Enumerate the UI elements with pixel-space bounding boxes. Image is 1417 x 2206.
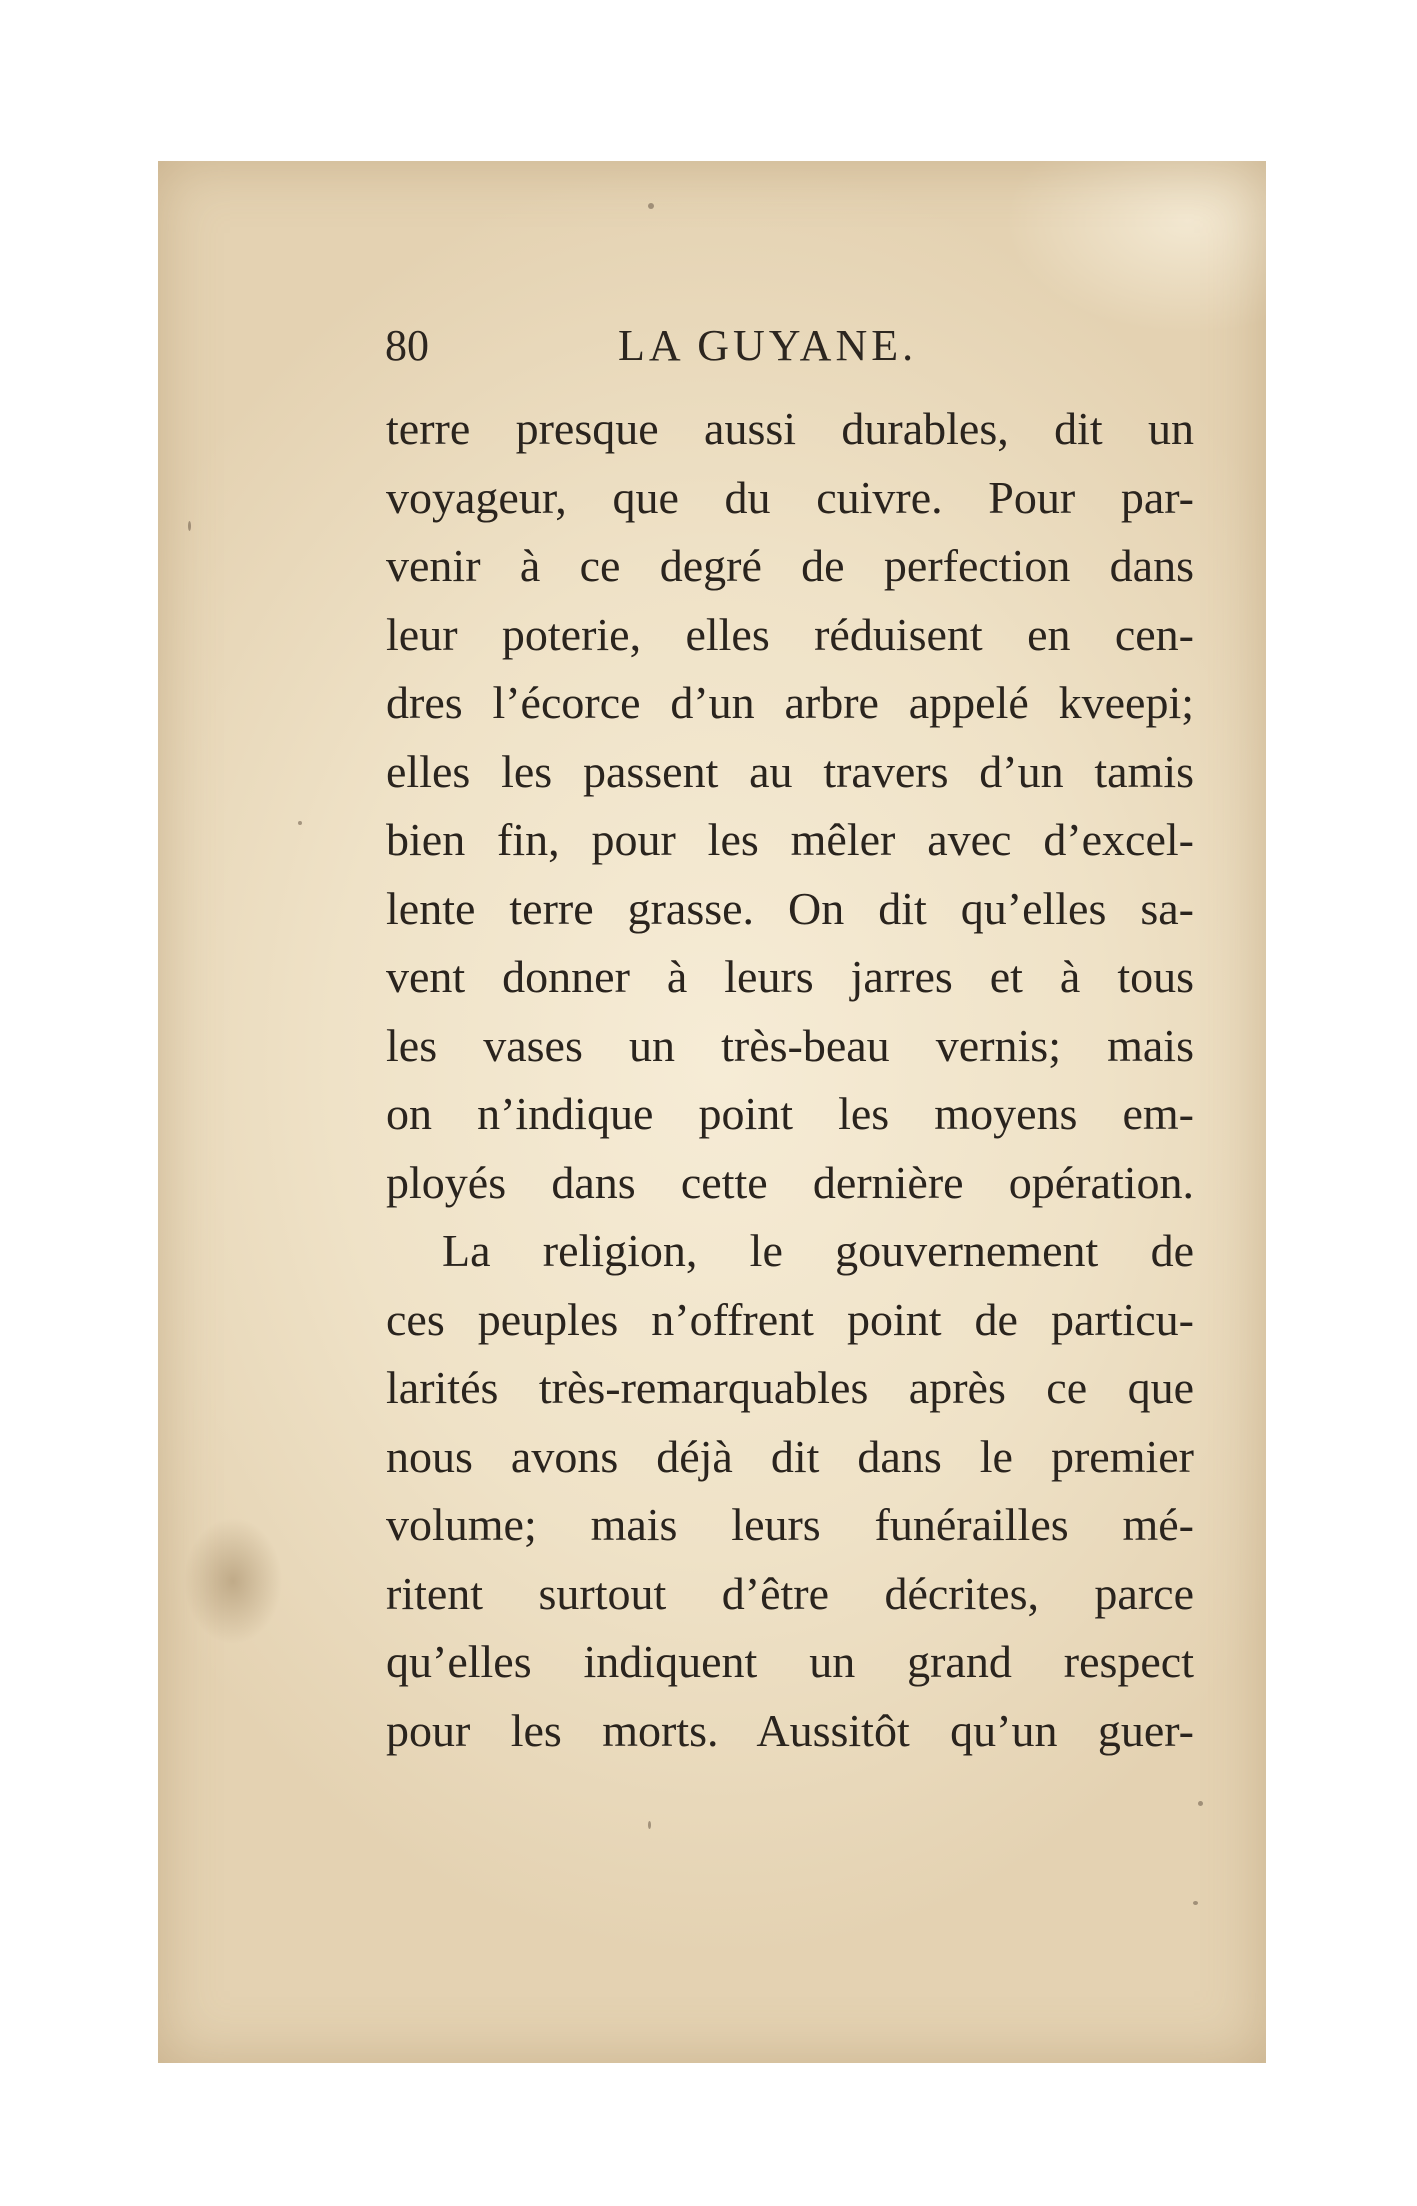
text-line: ritent surtout d’être décrites, parce <box>386 1567 1194 1619</box>
paper-speck <box>648 203 654 209</box>
text-line: qu’elles indiquent un grand respect <box>386 1636 1194 1687</box>
text-line: pour les morts. Aussitôt qu’un guer- <box>386 1704 1194 1756</box>
text-line: ployés dans cette dernière opération. <box>386 1156 1194 1208</box>
paper-speck <box>298 821 302 825</box>
text-line: on n’indique point les moyens em- <box>386 1088 1194 1139</box>
text-line: ces peuples n’offrent point de particu- <box>386 1293 1194 1345</box>
text-line: terre presque aussi durables, dit un <box>386 403 1194 454</box>
text-line: venir à ce degré de perfection dans <box>386 540 1194 591</box>
paper-speck <box>648 1821 651 1829</box>
text-line: lente terre grasse. On dit qu’elles sa- <box>386 882 1194 934</box>
text-line: bien fin, pour les mêler avec d’excel- <box>386 814 1194 865</box>
text-line: elles les passent au travers d’un tamis <box>386 745 1194 797</box>
paper-speck <box>1198 1801 1203 1806</box>
paper-speck <box>188 521 191 531</box>
paragraph-start-line: La religion, le gouvernement de <box>442 1225 1194 1276</box>
text-line: leur poterie, elles réduisent en cen- <box>386 608 1194 660</box>
book-page <box>158 161 1266 2063</box>
running-title: LA GUYANE. <box>618 321 918 370</box>
text-line: dres l’écorce d’un arbre appelé kveepi; <box>386 677 1194 728</box>
text-line: voyageur, que du cuivre. Pour par- <box>386 471 1194 523</box>
text-line: vent donner à leurs jarres et à tous <box>386 951 1194 1002</box>
page-header <box>385 320 1045 380</box>
text-line: larités très-remarquables après ce que <box>386 1362 1194 1413</box>
text-line: volume; mais leurs funérailles mé- <box>386 1499 1194 1550</box>
paper-speck <box>1193 1901 1198 1905</box>
page-number: 80 <box>385 321 429 370</box>
text-line: nous avons déjà dit dans le premier <box>386 1430 1194 1482</box>
text-line: les vases un très-beau vernis; mais <box>386 1019 1194 1071</box>
body-text <box>386 395 1194 1765</box>
